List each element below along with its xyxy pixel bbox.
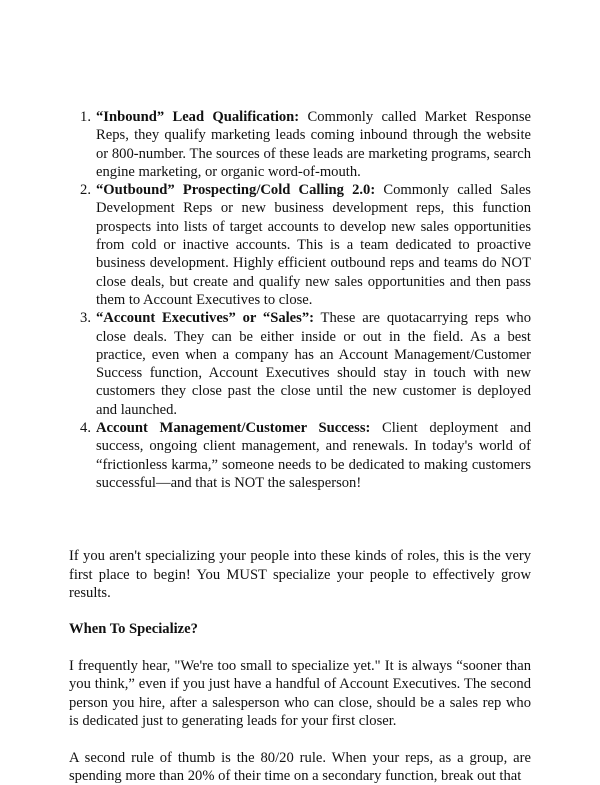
- list-item-body: Commonly called Market Response Reps, they qualify marketing leads coming inbound through the website or 800-number. The sources of these leads are marketing programs, search engine marketing, or organic word-of-mouth.: [96, 109, 531, 180]
- list-item: [69, 181, 531, 309]
- paragraph-rule-of-thumb: A second rule of thumb is the 80/20 rule. When your reps, as a group, are spending more than 20% of their time on a secondary function, break out that: [69, 749, 531, 785]
- list-item-marker: 4.: [69, 419, 91, 437]
- paragraph-frequently-hear: I frequently hear, "We're too small to specialize yet." It is always “sooner than you think,” even if you just have a handful of Account Executives. The second person you hire, after a salesperson who can close, should be a sales rep who is dedicated just to generating leads for your first closer.: [69, 657, 531, 730]
- list-item-lead: “Inbound” Lead Qualification:: [96, 109, 299, 125]
- spacer-before-heading: [69, 602, 531, 620]
- list-item: [69, 108, 531, 181]
- spacer-after-heading: [69, 639, 531, 657]
- page-content: [69, 108, 531, 785]
- list-item: [69, 419, 531, 492]
- list-item-body: Commonly called Sales Development Reps or new business development reps, this function prospects into lists of target accounts to develop new sales opportunities from cold or inactive accounts. This is a team dedicated to proactive business development. Highly efficient outbound reps and teams do NOT close deals, but create and qualify new sales opportunities and then pass them to Account Executives to close.: [96, 182, 531, 308]
- spacer-before-last-paragraph: [69, 730, 531, 748]
- sales-roles-list: [69, 108, 531, 492]
- section-heading-when-to-specialize: When To Specialize?: [69, 620, 531, 638]
- list-item-lead: “Outbound” Prospecting/Cold Calling 2.0:: [96, 182, 375, 198]
- spacer-after-list: [69, 492, 531, 547]
- list-item-body: These are quotacarrying reps who close deals. They can be either inside or out in the field. As a best practice, even when a company has an Account Management/Customer Success function, Account Executives should stay in touch with new customers they close past the close until the new customer is deployed and launched.: [96, 310, 531, 417]
- list-item-marker: 3.: [69, 309, 91, 327]
- list-item: [69, 309, 531, 419]
- list-item-marker: 1.: [69, 108, 91, 126]
- list-item-body: Client deployment and success, ongoing client management, and renewals. In today's world of “frictionless karma,” someone needs to be dedicated to making customers successful—and that is NOT the salesperson!: [96, 420, 531, 491]
- list-item-lead: Account Management/Customer Success:: [96, 420, 370, 436]
- list-item-lead: “Account Executives” or “Sales”:: [96, 310, 314, 326]
- list-item-marker: 2.: [69, 181, 91, 199]
- paragraph-specialize: If you aren't specializing your people into these kinds of roles, this is the very first place to begin! You MUST specialize your people to effectively grow results.: [69, 547, 531, 602]
